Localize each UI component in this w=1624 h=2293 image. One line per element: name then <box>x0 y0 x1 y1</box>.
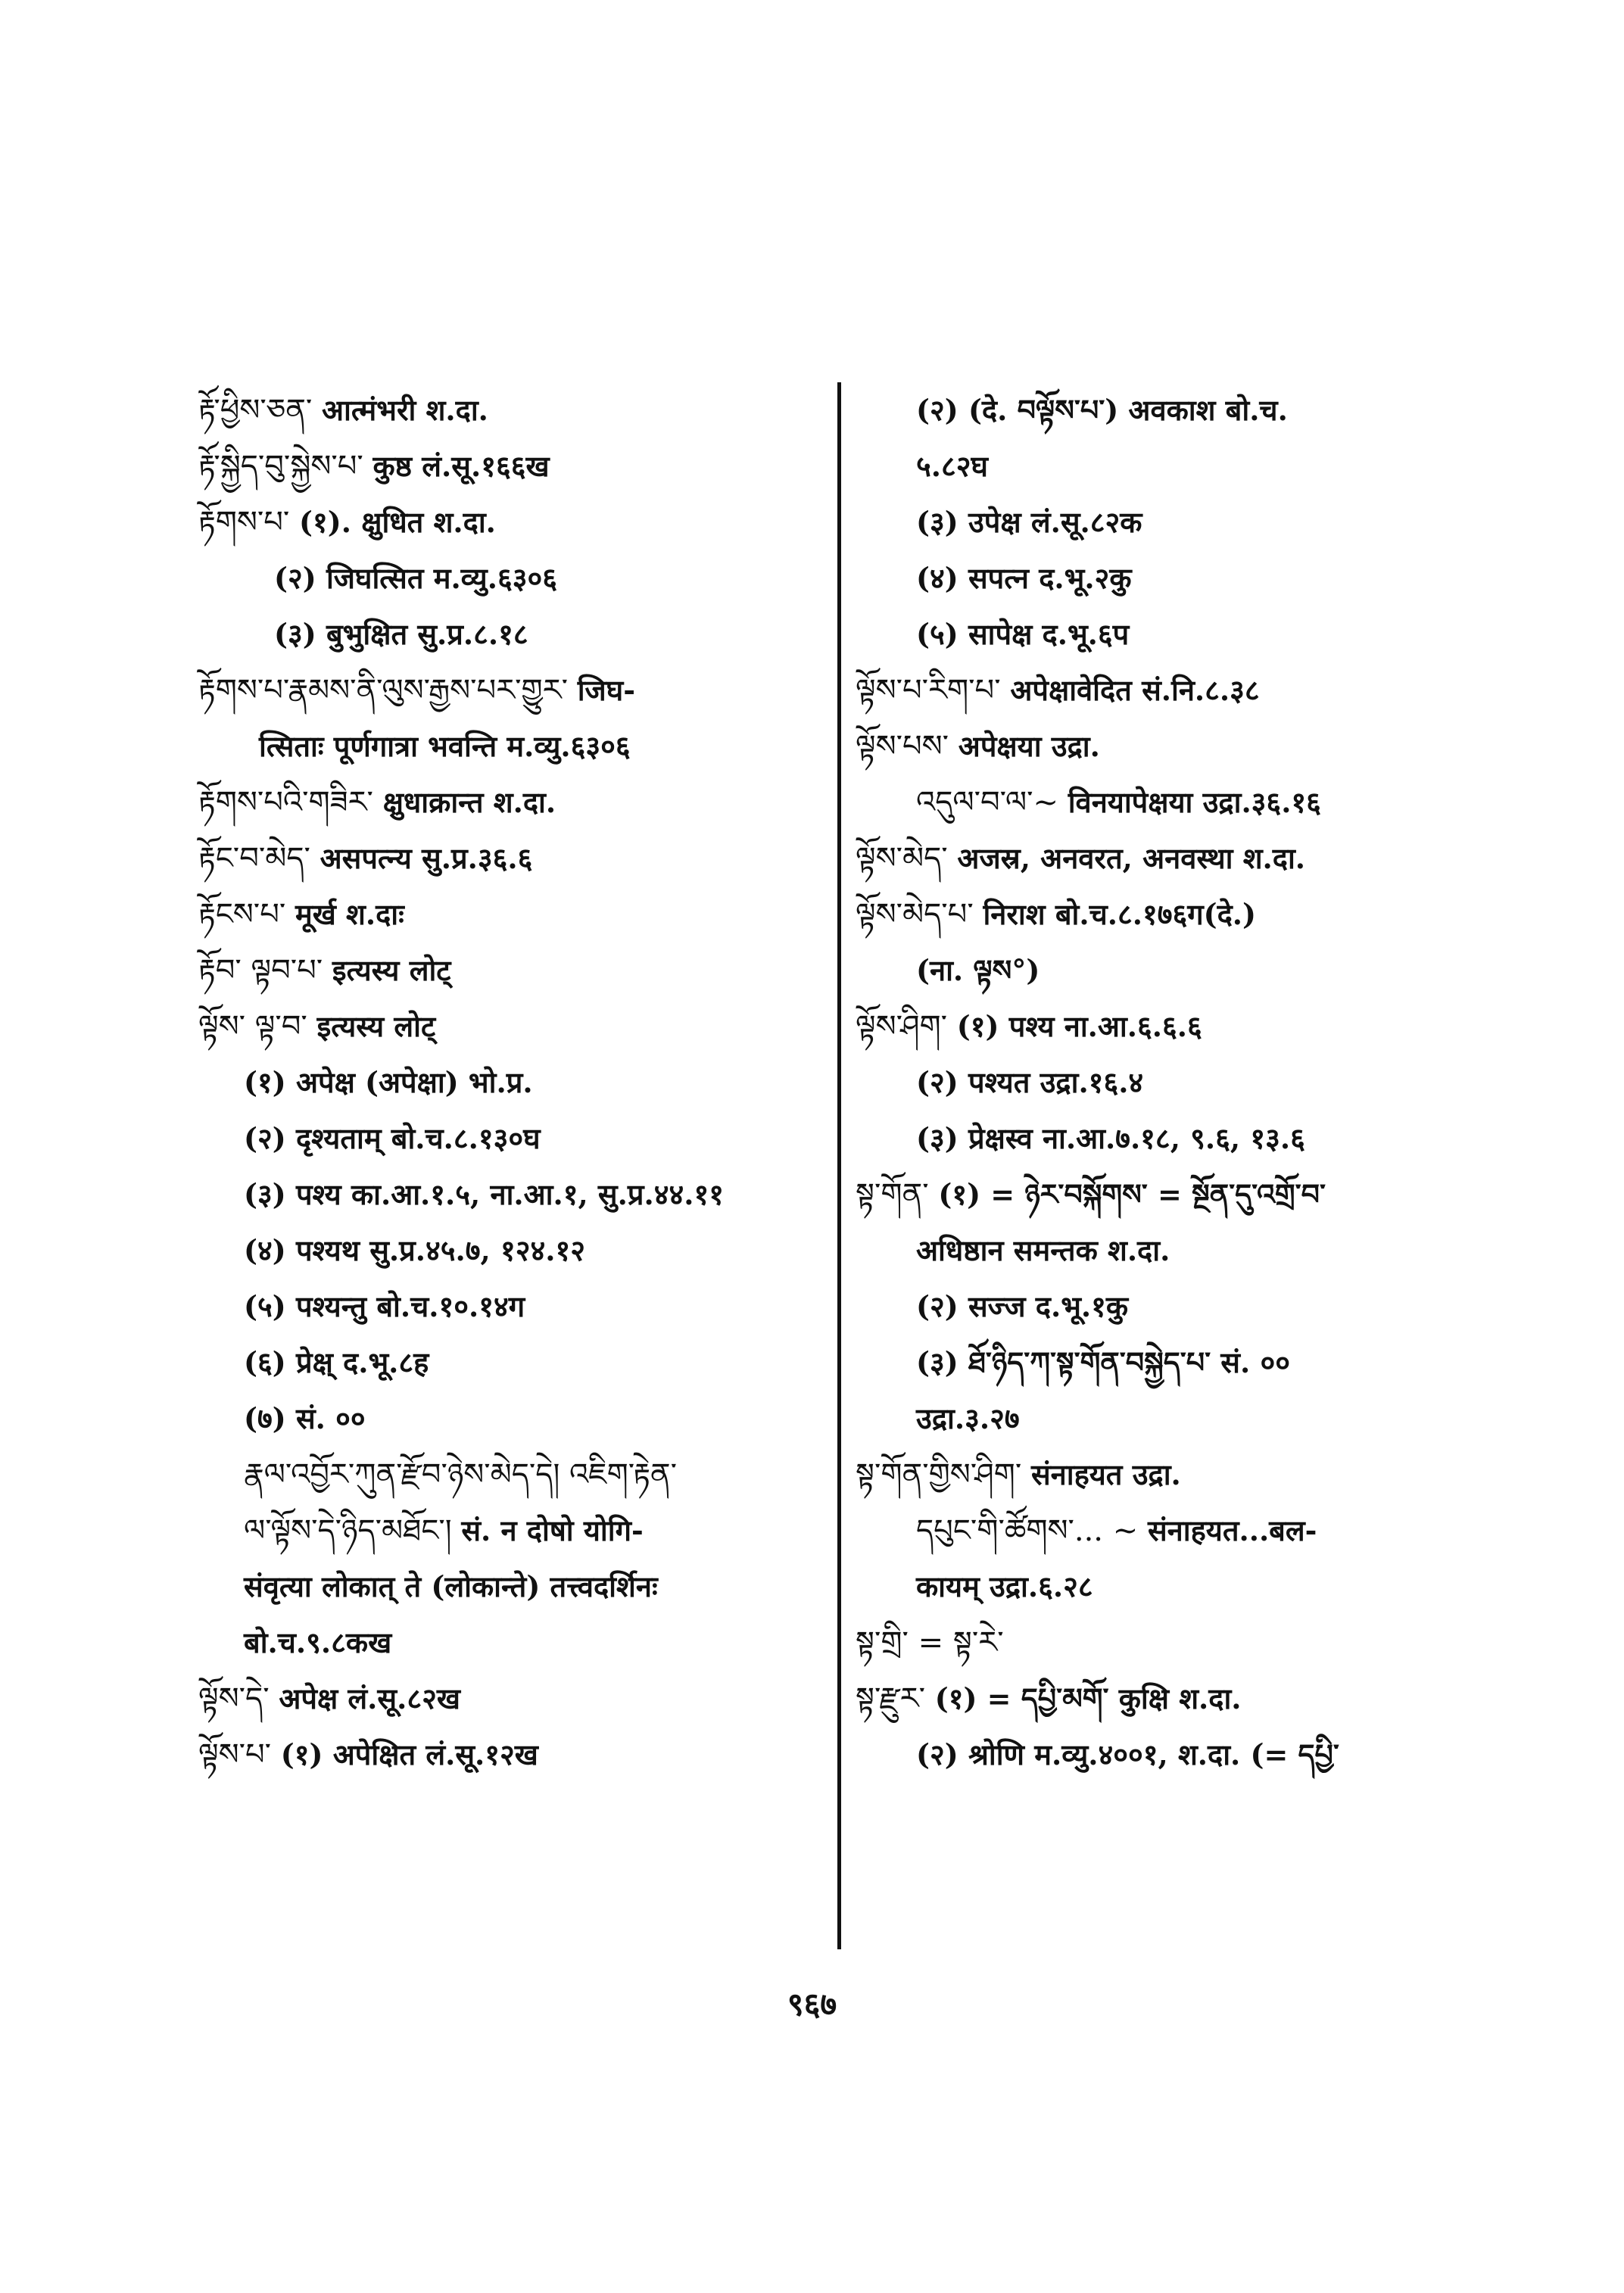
sanskrit-gloss: (२) पश्यत उद्रा.१६.४ <box>916 1065 1144 1099</box>
dictionary-entry-line <box>856 999 1522 1055</box>
tibetan-headword: རྟོ་སྐྱིད་བུ་སྐྱེས་པ་ <box>198 449 373 484</box>
tibetan-headword: སྟ་གོན་གྱིས་ཤིག་ <box>856 1457 1031 1492</box>
dictionary-entry-line <box>198 999 819 1055</box>
dictionary-entry-line <box>856 1111 1522 1167</box>
sanskrit-gloss: (३) बुभुक्षित सु.प्र.८.१८ <box>274 617 528 651</box>
dictionary-entry-line <box>198 1559 819 1615</box>
sanskrit-gloss: बो.च.९.८कख <box>244 1625 392 1659</box>
sanskrit-gloss: (१) = ཉེར་བསྐོགས་ = སྔོན་དུ་འགྲོ་བ་ <box>938 1177 1326 1211</box>
column-divider <box>837 382 841 1949</box>
dictionary-entry-line <box>198 1335 819 1391</box>
dictionary-entry-line <box>856 718 1522 774</box>
tibetan-headword: འདུལ་བ་ལ་~ <box>916 785 1068 820</box>
sanskrit-gloss: (४) सपत्न द.भू.२कु <box>916 561 1132 595</box>
dictionary-entry-line <box>198 382 819 438</box>
sanskrit-gloss: कुष्ठ लं.सू.१६६ख <box>372 449 550 483</box>
sanskrit-gloss: असपत्न्य सु.प्र.३६.६ <box>320 841 533 875</box>
sanskrit-gloss: मूर्ख श.दाः <box>295 897 404 931</box>
sanskrit-gloss: (ना. ལྟས°) <box>916 953 1040 987</box>
sanskrit-gloss: (१) अपेक्षित लं.सू.१२ख <box>280 1737 538 1771</box>
tibetan-headword: རྟོགས་པའི་གཟིར་ <box>198 785 383 820</box>
dictionary-entry-line <box>198 1055 819 1111</box>
dictionary-entry-line <box>856 1559 1522 1615</box>
dictionary-entry-line <box>856 606 1522 662</box>
sanskrit-gloss: सं. न दोषो योगि- <box>461 1513 644 1547</box>
tibetan-headword: ལྟོས་པས་ <box>856 729 959 764</box>
sanskrit-gloss: (३) प्रेक्षस्व ना.आ.७.१८, ९.६, १३.६ <box>916 1121 1305 1155</box>
dictionary-entry-line <box>198 1503 819 1559</box>
dictionary-entry-line <box>856 1335 1522 1391</box>
tibetan-headword: རྟོགས་པ་རྣམས་ནི་ལུས་རྒྱས་པར་གྱུར་ <box>198 673 578 708</box>
dictionary-entry-line <box>856 1671 1522 1727</box>
sanskrit-gloss: आत्मंभरी श.दा. <box>322 393 488 427</box>
sanskrit-gloss: संनाहयत...बल- <box>1147 1513 1317 1547</box>
tibetan-headword: རྣལ་འབྱོར་ཀུན་རྫོབ་ཉེས་མེད་དེ། འཇིག་རྟེན་ <box>244 1457 677 1492</box>
dictionary-entry-line <box>856 942 1522 999</box>
dictionary-entry-line <box>198 1727 819 1783</box>
sanskrit-gloss: इत्यस्य लोट् <box>332 953 451 987</box>
dictionary-entry-line <box>198 1391 819 1447</box>
tibetan-headword: ལྟོས་ཤིག་ <box>856 1009 957 1044</box>
sanskrit-gloss: इत्यस्य लोट् <box>316 1009 436 1043</box>
tibetan-headword: རྟོགས་པ་ <box>198 505 300 540</box>
dictionary-entry-line <box>856 774 1522 830</box>
tibetan-headword: ལྟོས་མེད་པ་ <box>856 897 983 932</box>
sanskrit-gloss: क्षुधाक्रान्त श.दा. <box>382 785 556 819</box>
tibetan-headword: ལ་ལྟོས་དེ་ཉིད་མཐོང་། <box>244 1513 462 1548</box>
right-column <box>856 382 1522 1783</box>
sanskrit-gloss: अधिष्ठान समन्तक श.दा. <box>916 1233 1170 1267</box>
sanskrit-gloss: (७) सं. ०० <box>244 1401 366 1435</box>
sanskrit-gloss: संवृत्या लोकात् ते (लोकान्ते) तत्त्वदर्शिनः <box>244 1569 658 1603</box>
dictionary-entry-line <box>198 550 819 606</box>
sanskrit-gloss: (४) पश्यथ सु.प्र.४५.७, १२४.१२ <box>244 1233 586 1267</box>
sanskrit-gloss: निराश बो.च.८.१७६ग(दे.) <box>983 897 1256 931</box>
tibetan-headword: དཔུང་གི་ཚོགས་... ~ <box>916 1513 1148 1548</box>
tibetan-headword: ལྟོས་ ལྟ་བ་ <box>198 1009 317 1044</box>
tibetan-headword: རྟོ་ཕྱིས་ཅན་ <box>198 393 322 428</box>
dictionary-entry-line <box>856 1279 1522 1335</box>
left-column <box>198 382 819 1783</box>
dictionary-entry-line <box>856 1055 1522 1111</box>
sanskrit-gloss: (१) = དཔྱི་མགོ་ कुक्षि श.दा. <box>934 1681 1242 1715</box>
dictionary-entry-line <box>198 886 819 942</box>
sanskrit-gloss: अजस्र, अनवरत, अनवस्था श.दा. <box>957 841 1306 875</box>
dictionary-entry-line <box>198 438 819 494</box>
tibetan-headword: རྟོང་བ་མེད་ <box>198 841 320 876</box>
sanskrit-gloss: (२) सज्ज द.भू.१कु <box>916 1289 1129 1323</box>
dictionary-entry-line <box>856 1447 1522 1503</box>
sanskrit-gloss: अपेक्षया उद्रा. <box>958 729 1100 763</box>
sanskrit-gloss: (३) ཐོ་ཉིད་ཀ་སྟ་གོན་བསྐྱེད་པ་ सं. ०० <box>916 1345 1290 1379</box>
sanskrit-gloss: उद्रा.३.२७ <box>916 1401 1020 1435</box>
dictionary-entry-line <box>198 1111 819 1167</box>
dictionary-entry-line <box>856 550 1522 606</box>
dictionary-entry-line <box>198 1223 819 1279</box>
sanskrit-gloss: (१) अपेक्ष (अपेक्षा) भो.प्र. <box>244 1065 533 1099</box>
tibetan-headword: རྟོབ་ ལྟབ་པ་ <box>198 953 332 988</box>
tibetan-headword: སྟ་གྲི་ = སྟ་རེ་ <box>856 1625 1004 1660</box>
dictionary-entry-line <box>198 1447 819 1503</box>
sanskrit-gloss: अपेक्ष लं.सू.८२ख <box>279 1681 460 1715</box>
dictionary-entry-line <box>856 1615 1522 1671</box>
dictionary-entry-line <box>198 1615 819 1671</box>
sanskrit-gloss: ५.८२घ <box>916 449 988 483</box>
dictionary-entry-line <box>856 1727 1522 1783</box>
tibetan-headword: ལྟོས་དེ་ <box>198 1681 279 1716</box>
page-number: ९६७ <box>787 1986 837 2023</box>
dictionary-entry-line <box>198 662 819 718</box>
sanskrit-gloss: (३) पश्य का.आ.१.५, ना.आ.१, सु.प्र.४४.११ <box>244 1177 724 1211</box>
dictionary-entry-line <box>856 438 1522 494</box>
dictionary-entry-line <box>856 494 1522 550</box>
dictionary-entry-line <box>198 494 819 550</box>
dictionary-entry-line <box>856 382 1522 438</box>
sanskrit-gloss: (२) (दे. བལྟོས་པ་) अवकाश बो.च. <box>916 393 1288 427</box>
dictionary-entry-line <box>198 942 819 999</box>
dictionary-entry-line <box>198 1279 819 1335</box>
dictionary-entry-line <box>856 1223 1522 1279</box>
sanskrit-gloss: कायम् उद्रा.६.२८ <box>916 1569 1093 1603</box>
sanskrit-gloss: (२) श्रोणि म.व्यु.४००१, श.दा. (= དཔྱི་ <box>916 1737 1339 1771</box>
sanskrit-gloss: (२) जिघत्सित म.व्यु.६३०६ <box>274 561 557 595</box>
sanskrit-gloss: संनाहयत उद्रा. <box>1030 1457 1181 1491</box>
tibetan-headword: སྟ་རྫུར་ <box>856 1681 935 1716</box>
dictionary-entry-line <box>198 606 819 662</box>
dictionary-entry-line <box>198 718 819 774</box>
sanskrit-gloss: विनयापेक्षया उद्रा.३६.१६ <box>1068 785 1321 819</box>
dictionary-entry-line <box>856 662 1522 718</box>
sanskrit-gloss: (६) प्रेक्ष् द.भू.८ह <box>244 1345 429 1379</box>
sanskrit-gloss: (१) पश्य ना.आ.६.६.६ <box>956 1009 1202 1043</box>
dictionary-entry-line <box>856 1167 1522 1223</box>
dictionary-entry-line <box>856 886 1522 942</box>
sanskrit-gloss: (५) पश्यन्तु बो.च.१०.१४ग <box>244 1289 525 1323</box>
tibetan-headword: སྟ་གོན་ <box>856 1177 939 1212</box>
dictionary-entry-line <box>198 774 819 830</box>
dictionary-entry-line <box>856 830 1522 886</box>
sanskrit-gloss: त्सिताः पूर्णगात्रा भवन्ति म.व्यु.६३०६ <box>259 729 631 763</box>
tibetan-headword: རྟོངས་པ་ <box>198 897 295 932</box>
sanskrit-gloss: (२) दृश्यताम् बो.च.८.१३०घ <box>244 1121 541 1155</box>
sanskrit-gloss: (३) उपेक्ष लं.सू.८२क <box>916 505 1142 539</box>
sanskrit-gloss: (१). क्षुधित श.दा. <box>299 505 496 539</box>
tibetan-headword: ལྟོས་པ་ <box>198 1737 281 1772</box>
dictionary-entry-line <box>198 1671 819 1727</box>
sanskrit-gloss: (५) सापेक्ष द.भू.६प <box>916 617 1130 651</box>
dictionary-entry-line <box>198 830 819 886</box>
sanskrit-gloss: जिघ- <box>577 673 635 707</box>
dictionary-entry-line <box>856 1391 1522 1447</box>
sanskrit-gloss: अपेक्षावेदित सं.नि.८.३८ <box>1010 673 1260 707</box>
dictionary-entry-line <box>856 1503 1522 1559</box>
tibetan-headword: ལྟོས་པ་རིག་པ་ <box>856 673 1011 708</box>
dictionary-entry-line <box>198 1167 819 1223</box>
tibetan-headword: ལྟོས་མེད་ <box>856 841 958 876</box>
